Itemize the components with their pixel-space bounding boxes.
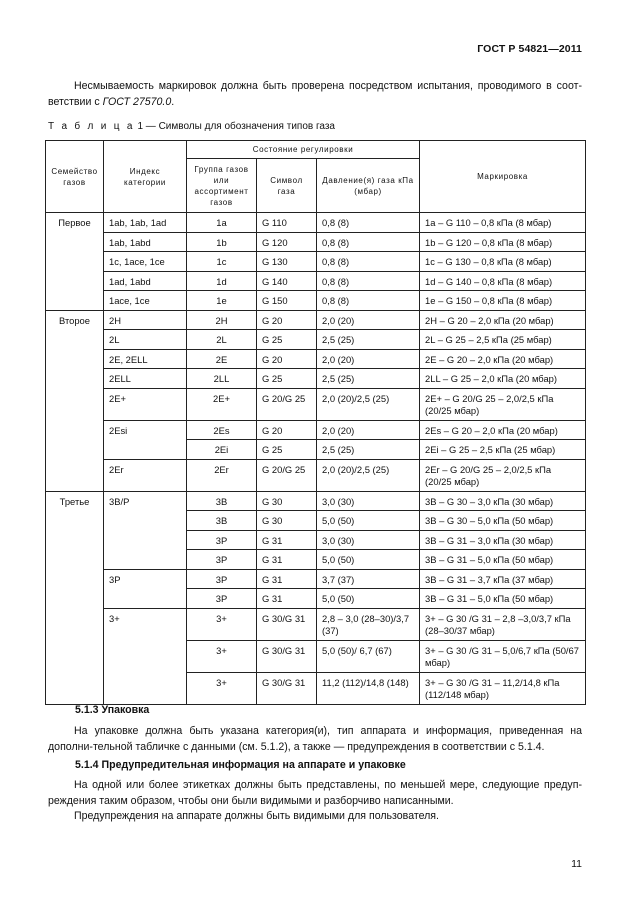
cell-pressure: 3,0 (30)	[317, 491, 420, 511]
table-row	[46, 569, 586, 589]
cell-group: 3P	[187, 550, 257, 570]
table-row	[46, 291, 586, 311]
cell-symbol: G 30	[257, 491, 317, 511]
cell-group: 2Es	[187, 420, 257, 440]
cell-index: 1ace, 1ce	[104, 291, 187, 311]
cell-family: Третье	[46, 491, 104, 704]
cell-group: 1e	[187, 291, 257, 311]
cell-symbol: G 30/G 31	[257, 672, 317, 704]
table-row	[46, 349, 586, 369]
page-number: 11	[571, 858, 582, 870]
cell-marking: 3+ – G 30 /G 31 – 11,2/14,8 кПа (112/148 мбар)	[420, 672, 586, 704]
cell-group: 1b	[187, 232, 257, 252]
cell-marking: 2Er – G 20/G 25 – 2,0/2,5 кПа (20/25 мбар)	[420, 459, 586, 491]
cell-pressure: 3,7 (37)	[317, 569, 420, 589]
cell-pressure: 2,0 (20)	[317, 349, 420, 369]
table-row	[46, 491, 586, 511]
cell-group: 1a	[187, 213, 257, 233]
cell-symbol: G 30/G 31	[257, 640, 317, 672]
table-row	[46, 271, 586, 291]
cell-pressure: 5,0 (50)	[317, 511, 420, 531]
cell-index: 2L	[104, 330, 187, 350]
cell-symbol: G 25	[257, 330, 317, 350]
cell-marking: 3B – G 31 – 3,7 кПа (37 мбар)	[420, 569, 586, 589]
cell-index: 3+	[104, 608, 187, 704]
cell-marking: 2E+ – G 20/G 25 – 2,0/2,5 кПа (20/25 мбар)	[420, 388, 586, 420]
section-5-1-3-title: 5.1.3 Упаковка	[75, 704, 150, 716]
cell-symbol: G 150	[257, 291, 317, 311]
header-group: Группа газов или ассортимент газов	[187, 159, 257, 213]
standard-code: ГОСТ Р 54821—2011	[477, 43, 582, 55]
cell-symbol: G 110	[257, 213, 317, 233]
cell-group: 2H	[187, 310, 257, 330]
header-regulation-state: Состояние регулировки	[187, 141, 420, 159]
cell-marking: 3B – G 30 – 5,0 кПа (50 мбар)	[420, 511, 586, 531]
table-row	[46, 310, 586, 330]
cell-pressure: 0,8 (8)	[317, 252, 420, 272]
cell-group: 2LL	[187, 369, 257, 389]
table-row	[46, 608, 586, 640]
cell-index: 1ad, 1abd	[104, 271, 187, 291]
cell-group: 2E+	[187, 388, 257, 420]
header-pressure: Давление(я) газа кПа (мбар)	[317, 159, 420, 213]
cell-family: Второе	[46, 310, 104, 491]
table-row	[46, 388, 586, 420]
cell-symbol: G 31	[257, 569, 317, 589]
cell-symbol: G 20/G 25	[257, 459, 317, 491]
cell-group: 2Er	[187, 459, 257, 491]
cell-index: 1ab, 1ab, 1ad	[104, 213, 187, 233]
cell-symbol: G 20	[257, 310, 317, 330]
cell-index: 3B/P	[104, 491, 187, 569]
cell-group: 1c	[187, 252, 257, 272]
cell-symbol: G 130	[257, 252, 317, 272]
cell-pressure: 0,8 (8)	[317, 271, 420, 291]
gas-symbols-table	[45, 140, 586, 705]
table-row	[46, 252, 586, 272]
table-row	[46, 232, 586, 252]
cell-index: 2H	[104, 310, 187, 330]
header-family: Семейство газов	[46, 141, 104, 213]
cell-symbol: G 140	[257, 271, 317, 291]
table-caption: Т а б л и ц а 1 — Символы для обозначения типов газа	[48, 121, 335, 132]
table-row	[46, 369, 586, 389]
cell-index: 2ELL	[104, 369, 187, 389]
cell-marking: 2L – G 25 – 2,5 кПа (25 мбар)	[420, 330, 586, 350]
cell-symbol: G 25	[257, 440, 317, 460]
cell-index: 2E, 2ELL	[104, 349, 187, 369]
cell-pressure: 2,5 (25)	[317, 330, 420, 350]
section-5-1-4-text-2: Предупреждения на аппарате должны быть видимыми для пользователя.	[74, 810, 439, 822]
cell-symbol: G 30/G 31	[257, 608, 317, 640]
header-symbol: Символ газа	[257, 159, 317, 213]
cell-marking: 2H – G 20 – 2,0 кПа (20 мбар)	[420, 310, 586, 330]
table-row	[46, 330, 586, 350]
cell-index: 2E+	[104, 388, 187, 420]
cell-pressure: 5,0 (50)	[317, 550, 420, 570]
cell-symbol: G 20/G 25	[257, 388, 317, 420]
cell-pressure: 2,8 – 3,0 (28–30)/3,7 (37)	[317, 608, 420, 640]
cell-pressure: 2,0 (20)/2,5 (25)	[317, 459, 420, 491]
cell-marking: 1b – G 120 – 0,8 кПа (8 мбар)	[420, 232, 586, 252]
cell-group: 1d	[187, 271, 257, 291]
cell-group: 2Ei	[187, 440, 257, 460]
cell-pressure: 0,8 (8)	[317, 213, 420, 233]
cell-group: 3B	[187, 511, 257, 531]
cell-symbol: G 20	[257, 420, 317, 440]
cell-pressure: 0,8 (8)	[317, 291, 420, 311]
cell-index: 3P	[104, 569, 187, 608]
cell-marking: 3B – G 31 – 3,0 кПа (30 мбар)	[420, 530, 586, 550]
cell-pressure: 2,0 (20)	[317, 310, 420, 330]
table-body	[46, 213, 586, 705]
cell-marking: 2Ei – G 25 – 2,5 кПа (25 мбар)	[420, 440, 586, 460]
cell-group: 2E	[187, 349, 257, 369]
cell-group: 3B	[187, 491, 257, 511]
cell-pressure: 2,0 (20)/2,5 (25)	[317, 388, 420, 420]
section-5-1-3-text: На упаковке должна быть указана категория(и), тип аппарата и информация, приведенная на дополни-тельной табличке с данными (см. 5.1.2), а также — предупреждения в соответствии с 5.1.4.	[48, 725, 582, 753]
cell-pressure: 2,0 (20)	[317, 420, 420, 440]
cell-pressure: 11,2 (112)/14,8 (148)	[317, 672, 420, 704]
cell-marking: 3+ – G 30 /G 31 – 2,8 –3,0/3,7 кПа (28–30/37 мбар)	[420, 608, 586, 640]
cell-symbol: G 25	[257, 369, 317, 389]
cell-index: 1ab, 1abd	[104, 232, 187, 252]
cell-index: 2Er	[104, 459, 187, 491]
gost-reference: ГОСТ 27570.0	[102, 95, 172, 108]
cell-family: Первое	[46, 213, 104, 311]
cell-marking: 3B – G 30 – 3,0 кПа (30 мбар)	[420, 491, 586, 511]
section-5-1-4-title: 5.1.4 Предупредительная информация на аппарате и упаковке	[75, 759, 406, 771]
cell-symbol: G 120	[257, 232, 317, 252]
cell-marking: 2E – G 20 – 2,0 кПа (20 мбар)	[420, 349, 586, 369]
cell-marking: 3+ – G 30 /G 31 – 5,0/6,7 кПа (50/67 мбар)	[420, 640, 586, 672]
cell-pressure: 2,5 (25)	[317, 440, 420, 460]
cell-index: 2Esi	[104, 420, 187, 459]
cell-symbol: G 31	[257, 530, 317, 550]
cell-group: 3P	[187, 530, 257, 550]
cell-pressure: 0,8 (8)	[317, 232, 420, 252]
cell-group: 3P	[187, 589, 257, 609]
cell-marking: 1e – G 150 – 0,8 кПа (8 мбар)	[420, 291, 586, 311]
cell-pressure: 2,5 (25)	[317, 369, 420, 389]
cell-symbol: G 20	[257, 349, 317, 369]
intro-paragraph: Несмываемость маркировок должна быть проверена посредством испытания, проводимого в соот-ветствии с ГОСТ 27570.0.	[48, 80, 582, 108]
cell-group: 3+	[187, 608, 257, 640]
cell-index: 1c, 1ace, 1ce	[104, 252, 187, 272]
table-row	[46, 420, 586, 440]
cell-pressure: 3,0 (30)	[317, 530, 420, 550]
cell-marking: 1c – G 130 – 0,8 кПа (8 мбар)	[420, 252, 586, 272]
table-row	[46, 213, 586, 233]
cell-symbol: G 30	[257, 511, 317, 531]
cell-group: 3+	[187, 640, 257, 672]
header-index: Индекс категории	[104, 141, 187, 213]
cell-group: 2L	[187, 330, 257, 350]
table-row	[46, 459, 586, 491]
cell-marking: 3B – G 31 – 5,0 кПа (50 мбар)	[420, 589, 586, 609]
cell-marking: 1d – G 140 – 0,8 кПа (8 мбар)	[420, 271, 586, 291]
cell-group: 3P	[187, 569, 257, 589]
cell-symbol: G 31	[257, 550, 317, 570]
cell-group: 3+	[187, 672, 257, 704]
cell-symbol: G 31	[257, 589, 317, 609]
cell-marking: 2Es – G 20 – 2,0 кПа (20 мбар)	[420, 420, 586, 440]
cell-pressure: 5,0 (50)/ 6,7 (67)	[317, 640, 420, 672]
cell-marking: 2LL – G 25 – 2,0 кПа (20 мбар)	[420, 369, 586, 389]
cell-marking: 1a – G 110 – 0,8 кПа (8 мбар)	[420, 213, 586, 233]
section-5-1-4-text-1: На одной или более этикетках должны быть представлены, по меньшей мере, следующие предуп-реждения таким образом, чтобы они были видимыми и разборчиво написанными.	[48, 779, 582, 807]
header-marking: Маркировка	[420, 141, 586, 213]
cell-marking: 3B – G 31 – 5,0 кПа (50 мбар)	[420, 550, 586, 570]
cell-pressure: 5,0 (50)	[317, 589, 420, 609]
